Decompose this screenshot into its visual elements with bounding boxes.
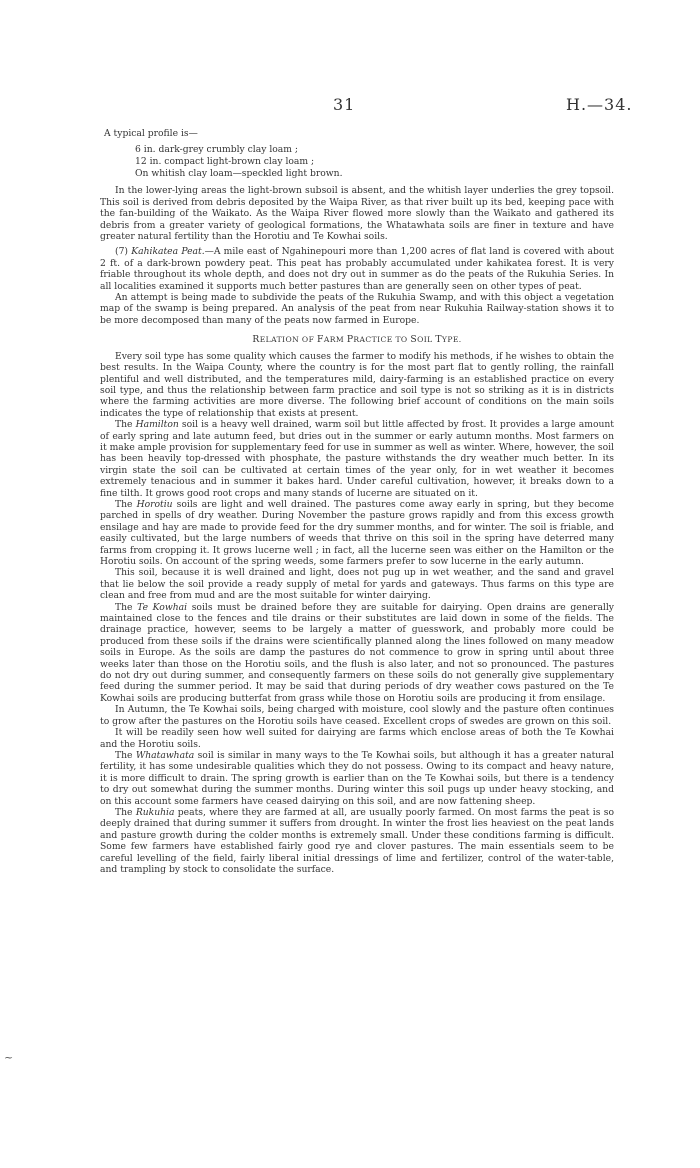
paragraph: The Horotiu soils are light and well drained. The pastures come away early in spring, but they become parched in spells of dry weather. During November the pasture grows rapidly and from this excess growth ensilage and hay are made to provide feed for the dry summer months, and for winter. The soil is friable, and easily cultivated, but the large numbers of weeds that thrive on this soil in the spring have deterred many farms from cropping it. It grows lucerne well ; in fact, all the lucerne seen was either on the Hamilton or the Horotiu soils. On account of the spring weeds, some farmers prefer to sow lucerne in the early autumn.: [100, 498, 614, 567]
body-text: [100, 128, 614, 875]
paragraph: The Te Kowhai soils must be drained before they are suitable for dairying. Open drains are generally maintained close to the fences and tile drains or their substitutes are laid down in some of the fields. The drainage practice, however, seems to be largely a matter of guesswork, and probably more could be produced from these soils if the drains were scientifically planned along the lines followed on many meadow soils in Europe. As the soils are damp the pastures do not commence to grow in spring until about three weeks later than those on the Horotiu soils, and the flush is also later, and not so pronounced. The pastures do not dry out during summer, and consequently farmers on these soils do not generally give supplementary feed during the summer period. It may be said that during periods of dry weather cows pastured on the Te Kowhai soils are producing butterfat from grass while those on Horotiu soils are producing it from ensilage.: [100, 601, 614, 704]
soil-name: Horotiu: [136, 498, 173, 510]
paragraph: An attempt is being made to subdivide the peats of the Rukuhia Swamp, and with this object a vegetation map of the swamp is being prepared. An analysis of the peat from near Rukuhia Railway-station shows it to be more decomposed than many of the peats now farmed in Europe.: [100, 292, 614, 326]
page-number: 31: [333, 95, 356, 114]
paragraph: The Whatawhata soil is similar in many ways to the Te Kowhai soils, but although it has a greater natural fertility, it has some undesirable qualities which they do not possess. Owing to its compact and heavy nature, it is more difficult to drain. The spring growth is earlier than on the Te Kowhai soils, but there is a tendency to dry out somewhat during the summer months. During winter this soil pugs up under heavy stocking, and on this account some farmers have ceased dairying on this soil, and are now fattening sheep.: [100, 749, 614, 807]
paragraph: The Rukuhia peats, where they are farmed at all, are usually poorly farmed. On most farms the peat is so deeply drained that during summer it suffers from drought. In winter the frost lies heaviest on the peat lands and pasture growth during the colder months is extremely small. Under these conditions farming is difficult. Some few farmers have established fairly good rye and clover pastures. The main essentials seem to be careful levelling of the field, fairly liberal initial dressings of lime and fertilizer, control of the water-table, and trampling by stock to consolidate the surface.: [100, 806, 615, 875]
paragraph: Every soil type has some quality which causes the farmer to modify his methods, if he wishes to obtain the best results. In the Waipa County, where the country is for the most part flat to gently rolling, the rainfall plentiful and well distributed, and the temperatures mild, dairy-farming is an established practice on every soil type, and thus the relationship between farm practice and soil type is not so striking as it is in districts where the farming activities are more diverse. The following brief account of conditions on the main soils indicates the type of relationship that exists at present.: [100, 350, 614, 419]
section-heading: RELATION OF FARM PRACTICE TO SOIL TYPE.: [252, 334, 462, 346]
document-reference: H.—34.: [566, 95, 633, 114]
soil-name: Te Kowhai: [137, 601, 188, 613]
profile-layer: On whitish clay loam—speckled light brown.: [135, 168, 343, 180]
soil-name: Rukuhia: [135, 806, 175, 818]
paragraph: The Hamilton soil is a heavy well drained, warm soil but little affected by frost. It provides a large amount of early spring and late autumn feed, but dries out in the summer or early autumn months. Most farmers on it make ample provision for supplementary feed for use in summer as well as winter. Where, however, the soil has been heavily top-dressed with phosphate, the pasture withstands the dry weather much better. In its virgin state the soil can be cultivated at certain times of the year only, for in wet weather it becomes extremely tenacious and in summer it bakes hard. Under careful cultivation, however, it breaks down to a fine tilth. It grows good root crops and many stands of lucerne are situated on it.: [100, 419, 614, 499]
soil-profile-list: [100, 144, 614, 180]
paragraph: In the lower-lying areas the light-brown subsoil is absent, and the whitish layer underlies the grey topsoil. This soil is derived from debris deposited by the Waipa River, as that river built up its bed, keeping pace with the fan-building of the Waikato. As the Waipa River flowed more slowly than the Waikato and gathered its debris from a greater variety of geological formations, the Whatawhata soils are finer in texture and have greater natural fertility than the Horotiu and Te Kowhai soils.: [100, 185, 614, 243]
paragraph: It will be readily seen how well suited for dairying are farms which enclose areas of both the Te Kowhai and the Horotiu soils.: [100, 727, 614, 750]
profile-intro: A typical profile is—: [104, 128, 198, 139]
paragraph: (7) Kahikatea Peat.—A mile east of Ngahinepouri more than 1,200 acres of flat land is covered with about 2 ft. of a dark-brown powdery peat. This peat has probably accumulated under kahikatea forest. It is very friable throughout its whole depth, and does not dry out in summer as do the peats of the Rukuhia Series. In all localities examined it supports much better pastures than are generally seen on other types of peat.: [100, 246, 614, 292]
soil-name: Whatawhata: [135, 749, 195, 761]
profile-layer: 6 in. dark-grey crumbly clay loam ;: [135, 144, 298, 156]
paragraph: This soil, because it is well drained and light, does not pug up in wet weather, and the sand and gravel that lie below the soil provide a ready supply of metal for yards and gateways. Thus farms on this type are clean and free from mud and are the most suitable for winter dairying.: [100, 567, 614, 602]
soil-name: Kahikatea Peat.: [131, 246, 205, 258]
paragraph: In Autumn, the Te Kowhai soils, being charged with moisture, cool slowly and the pasture often continues to grow after the pastures on the Horotiu soils have ceased. Excellent crops of swedes are grown on this soil.: [100, 704, 614, 727]
soil-name: Hamilton: [135, 419, 179, 431]
profile-layer: 12 in. compact light-brown clay loam ;: [135, 156, 315, 168]
margin-mark: ~: [4, 1051, 14, 1064]
